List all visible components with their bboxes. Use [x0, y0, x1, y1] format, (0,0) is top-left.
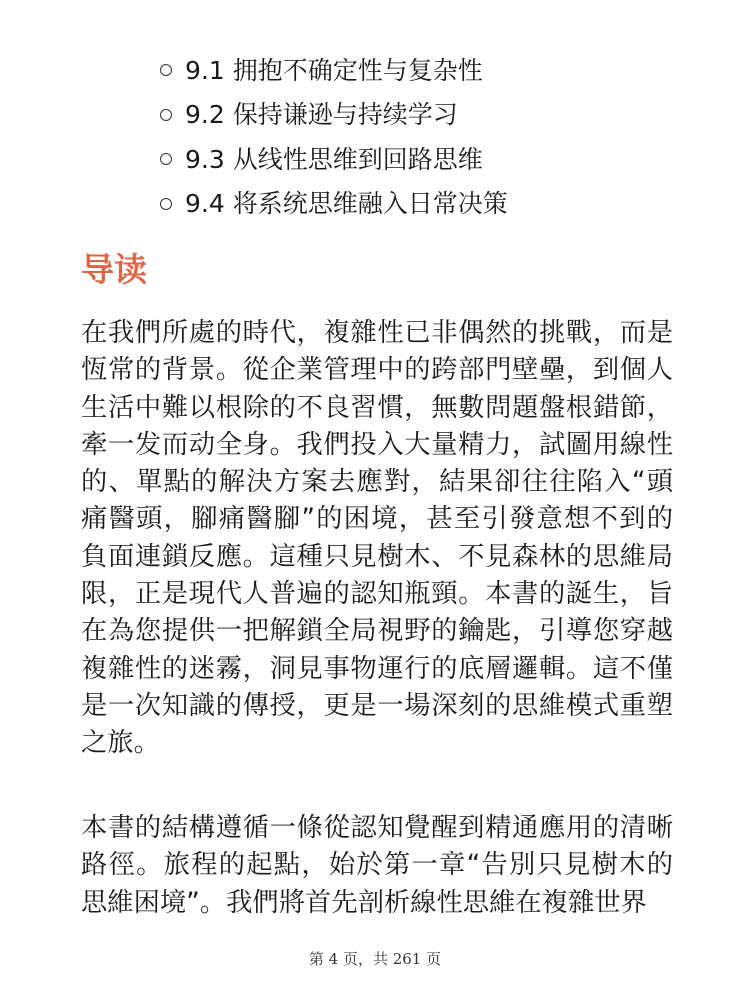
- circle-bullet-icon: [160, 153, 172, 165]
- toc-item-label: 9.2 保持谦逊与持续学习: [185, 100, 458, 130]
- toc-item-label: 9.1 拥抱不确定性与复杂性: [185, 55, 483, 85]
- table-of-contents: [160, 48, 720, 226]
- toc-item[interactable]: [160, 93, 720, 138]
- section-heading: 导读: [81, 250, 147, 289]
- toc-item[interactable]: [160, 182, 720, 227]
- circle-bullet-icon: [160, 198, 172, 210]
- circle-bullet-icon: [160, 64, 172, 76]
- body-paragraph: 本書的結構遵循一條從認知覺醒到精通應用的清晰路徑。旅程的起點，始於第一章“告別只見樹木的思維困境”。我們將首先剖析線性思維在複雜世界: [81, 813, 673, 918]
- body-paragraph: 在我們所處的時代，複雜性已非偶然的挑戰，而是恆常的背景。從企業管理中的跨部門壁壘，到個人生活中難以根除的不良習慣，無數問題盤根錯節，牽一发而动全身。我們投入大量精力，試圖用線性的、單點的解決方案去應對，結果卻往往陷入“頭痛醫頭，腳痛醫腳”的困境，甚至引發意想不到的負面連鎖反應。這種只見樹木、不見森林的思維局限，正是現代人普遍的認知瓶頸。本書的誕生，旨在為您提供一把解鎖全局視野的鑰匙，引導您穿越複雜性的迷霧，洞見事物運行的底層邏輯。這不僅是一次知識的傳授，更是一場深刻的思維模式重塑之旅。: [81, 318, 673, 759]
- toc-item[interactable]: [160, 48, 720, 93]
- toc-item[interactable]: [160, 137, 720, 182]
- circle-bullet-icon: [160, 109, 172, 121]
- toc-item-label: 9.4 将系统思维融入日常决策: [185, 189, 508, 219]
- toc-item-label: 9.3 从线性思维到回路思维: [185, 144, 483, 174]
- page-number-footer: 第 4 页，共 261 页: [308, 950, 442, 968]
